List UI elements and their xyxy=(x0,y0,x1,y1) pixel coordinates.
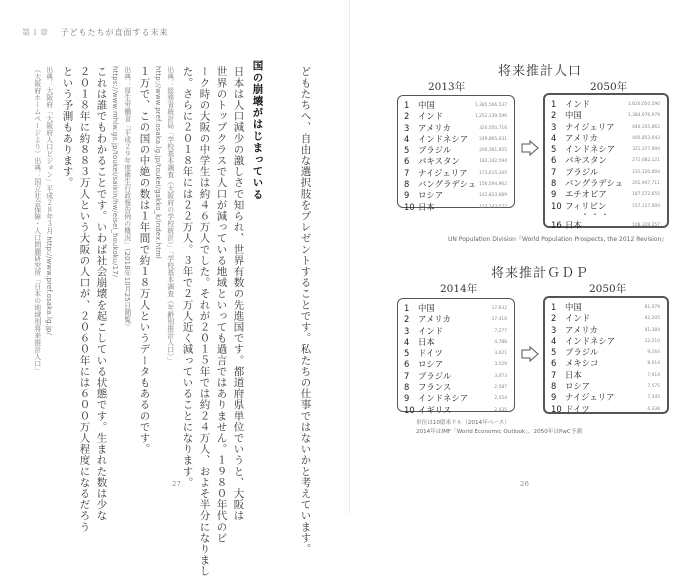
ranking-value: 201,947,711 xyxy=(632,181,660,187)
country-name: インド xyxy=(565,99,591,109)
ranking-value: 108,329,357 xyxy=(632,222,660,228)
rank-number: 3 xyxy=(551,121,557,132)
chapter-title: 子どもたちが直面する未来 xyxy=(60,28,169,37)
ranking-value: 3,621 xyxy=(494,351,507,357)
rank-number: 3 xyxy=(404,325,410,336)
country-name: ドイツ xyxy=(418,348,443,359)
ranking-value: 9,164 xyxy=(647,350,660,356)
ranking-row xyxy=(551,167,662,178)
country-name: ナイジェリア xyxy=(418,167,468,178)
country-name: ロシア xyxy=(418,359,444,370)
rank-number: 1 xyxy=(551,302,557,312)
country-name: 日本 xyxy=(418,336,435,347)
rank-number: 1 xyxy=(551,99,557,109)
rank-number: 9 xyxy=(404,393,410,404)
ranking-value: 42,205 xyxy=(644,316,660,322)
rank-number: 10 xyxy=(404,201,415,212)
ranking-row xyxy=(551,336,662,347)
rank-number: 2 xyxy=(404,314,410,325)
country-name: インドネシア xyxy=(565,144,616,155)
body-text-line: た。さらに２０１８年には２２万人。３年で２万人近く減っていることになります。 xyxy=(181,66,194,488)
country-name: エチオピア xyxy=(565,189,607,200)
rank-number: 6 xyxy=(551,358,557,369)
ranking-value: 2,435 xyxy=(494,407,507,413)
ranking-value: 3,073 xyxy=(494,373,507,379)
ranking-value: 249,865,631 xyxy=(479,136,507,142)
country-name: フィリピン xyxy=(565,200,607,211)
ranking-row xyxy=(551,189,662,200)
rank-number: 16 xyxy=(551,219,562,230)
rank-number: 7 xyxy=(551,369,557,380)
rank-number: 2 xyxy=(551,313,557,324)
section-heading: 国の崩壊がはじまっている xyxy=(251,60,264,201)
ranking-row xyxy=(404,145,509,156)
country-name: 中国 xyxy=(565,110,582,121)
body-text-line: ２０１８年に約８８３万人という大阪の人口が、２０６０年には６００万人程度になるだろう xyxy=(78,66,91,533)
rank-number: 1 xyxy=(404,100,410,110)
country-name: インド xyxy=(565,313,591,324)
footnote-line: （大阪府ホームページより）出典：国立社会保障・人口問題研究所「日本の地域別将来推計人口」 xyxy=(32,66,41,374)
gdp-unit-note: 単位は10億米ドル（2014年ベース） xyxy=(416,420,510,426)
rank-number: 4 xyxy=(404,133,410,144)
ranking-row xyxy=(404,134,509,145)
body-text-line: １万で、この国の中絶の数は１年間で約１８万人というデータもあるのです。 xyxy=(138,66,151,455)
gdp-2014-table xyxy=(397,298,515,415)
country-name: インドネシア xyxy=(418,133,469,144)
ranking-row xyxy=(404,326,509,337)
ranking-row xyxy=(404,393,509,404)
ranking-row xyxy=(404,371,509,382)
ranking-row xyxy=(404,348,509,359)
rank-number: 5 xyxy=(551,347,557,358)
country-name: パキスタン xyxy=(565,155,607,166)
ranking-value: 2,554 xyxy=(494,396,507,402)
ranking-value: 17,632 xyxy=(491,306,507,311)
rank-number: 3 xyxy=(404,122,410,133)
country-name: アメリカ xyxy=(418,314,451,325)
right-page-number: 26 xyxy=(520,480,529,488)
rank-number: 5 xyxy=(404,348,410,359)
country-name: ドイツ xyxy=(565,403,590,414)
arrow-right-icon xyxy=(521,346,539,362)
ranking-value: 17,416 xyxy=(491,317,507,323)
ranking-row xyxy=(551,392,662,403)
ranking-value: 157,117,000 xyxy=(632,203,660,209)
ranking-value: 12,210 xyxy=(644,338,660,344)
population-2050-table xyxy=(543,93,669,228)
ranking-row xyxy=(551,178,662,189)
country-name: 日本 xyxy=(565,369,582,380)
ranking-value: 321,377,000 xyxy=(632,147,660,153)
rank-number: 4 xyxy=(404,336,410,347)
footnote-line: 出典：総務省統計局「学校基本調査（大阪府の学校統計）」「学校基本調査（年齢別推計人口）」 xyxy=(165,66,174,364)
body-text-line: 世界のトップクラスで人口が減っている地域といっても過言ではありません。１９８０年代のピ xyxy=(215,66,228,544)
country-name: バングラデシュ xyxy=(418,179,477,190)
rank-number: 6 xyxy=(551,155,557,166)
country-name: ブラジル xyxy=(418,370,452,381)
ranking-row xyxy=(404,303,509,314)
footnote-line: https://www.mhlw.go.jp/toukei/saikin/hw/eisei_houkoku/17/ xyxy=(110,66,119,278)
ranking-value: 7,914 xyxy=(647,372,660,378)
population-2013-table xyxy=(397,95,515,212)
ranking-value: 187,572,655 xyxy=(632,192,660,198)
country-name: ナイジェリア xyxy=(565,392,615,403)
country-name: ロシア xyxy=(565,381,591,392)
population-right-year: 2050年 xyxy=(590,81,628,93)
ranking-value: 61,079 xyxy=(644,305,660,310)
country-name: ブラジル xyxy=(565,347,599,358)
ranking-row xyxy=(551,122,662,133)
rank-number: 9 xyxy=(551,189,557,200)
rank-number: 2 xyxy=(551,110,557,121)
ranking-row xyxy=(551,313,662,324)
ranking-row xyxy=(551,358,662,369)
country-name: アメリカ xyxy=(565,132,598,143)
ranking-value: 156,594,962 xyxy=(479,182,507,188)
ranking-value: 1,385,566,537 xyxy=(474,103,507,108)
ranking-row xyxy=(404,359,509,370)
ranking-value: 2,587 xyxy=(494,385,507,391)
ranking-row xyxy=(551,325,662,336)
ranking-row xyxy=(551,133,662,144)
population-figure-title: 将来推計人口 xyxy=(497,64,582,79)
rank-number: 7 xyxy=(404,370,410,381)
ranking-row xyxy=(551,347,662,358)
country-name: インド xyxy=(418,111,444,122)
ranking-row xyxy=(404,179,509,190)
running-header xyxy=(22,27,169,38)
ranking-row xyxy=(404,190,509,201)
rank-number: 4 xyxy=(551,132,557,143)
country-name: フランス xyxy=(418,382,452,393)
country-name: イギリス xyxy=(418,404,452,415)
ranking-value: 173,615,345 xyxy=(479,170,507,176)
gdp-2050-table xyxy=(543,296,669,414)
rank-number: 5 xyxy=(551,144,557,155)
country-name: メキシコ xyxy=(565,358,599,369)
rank-number: 10 xyxy=(404,404,415,415)
page-gutter xyxy=(349,0,350,514)
ranking-row xyxy=(551,220,662,231)
ranking-value: 7,345 xyxy=(647,395,660,401)
ranking-row xyxy=(551,110,662,121)
ranking-row xyxy=(551,155,662,166)
rank-number: 2 xyxy=(404,111,410,122)
gdp-source-note: 2014年はIMF「World Economic Outlook」、2050年はPwC予測 xyxy=(416,429,583,435)
gdp-right-year: 2050年 xyxy=(589,283,627,295)
chapter-number: 第１章 xyxy=(22,28,49,37)
country-name: インドネシア xyxy=(565,335,616,346)
ranking-value: 400,853,042 xyxy=(632,135,660,141)
ellipsis-marker: ・・・ xyxy=(581,209,611,219)
ranking-row xyxy=(404,337,509,348)
country-name: アメリカ xyxy=(565,324,598,335)
ranking-row xyxy=(404,168,509,179)
ranking-value: 8,014 xyxy=(647,361,660,367)
rank-number: 8 xyxy=(551,178,557,189)
body-text-line: ーク時の大阪の中学生は約４６万人でした。それが２０１５年では約２４万人、およそ半分になりまし xyxy=(198,66,211,577)
ranking-value: 142,833,689 xyxy=(479,193,507,199)
ranking-value: 41,384 xyxy=(644,327,660,333)
footnote-line: 出典：大阪府「大阪府人口ビジョン」平成２８年３月 http://www.pref.osaka.lg.jp/ xyxy=(44,66,53,336)
ranking-row xyxy=(551,144,662,155)
rank-number: 10 xyxy=(551,403,562,414)
ranking-value: 200,361,925 xyxy=(479,148,507,154)
ranking-value: 7,575 xyxy=(647,384,660,390)
rank-number: 6 xyxy=(404,359,410,370)
ranking-row xyxy=(551,404,662,415)
country-name: 日本 xyxy=(565,219,582,230)
ranking-row xyxy=(551,370,662,381)
gdp-left-year: 2014年 xyxy=(440,283,478,295)
ranking-value: 271,082,121 xyxy=(632,158,660,164)
ranking-row xyxy=(551,302,662,313)
ranking-value: 3,559 xyxy=(494,362,507,368)
country-name: 中国 xyxy=(418,303,435,313)
country-name: インド xyxy=(418,325,444,336)
ranking-row xyxy=(404,100,509,111)
population-source: UN Population Division『World Population Prospects, the 2012 Revision』 xyxy=(448,236,668,243)
ranking-value: 4,788 xyxy=(494,339,507,345)
ranking-row xyxy=(551,381,662,392)
ranking-value: 1,620,050,590 xyxy=(627,102,660,107)
rank-number: 8 xyxy=(404,179,410,190)
ranking-value: 1,384,976,976 xyxy=(627,113,660,119)
ranking-row xyxy=(404,156,509,167)
country-name: ナイジェリア xyxy=(565,121,615,132)
ranking-row xyxy=(551,99,662,110)
ranking-row xyxy=(404,111,509,122)
rank-number: 7 xyxy=(404,167,410,178)
rank-number: 5 xyxy=(404,145,410,156)
ranking-value: 1,252,139,596 xyxy=(474,114,507,120)
rank-number: 3 xyxy=(551,324,557,335)
left-page-number: 27 xyxy=(172,480,181,488)
ranking-value: 182,142,594 xyxy=(479,159,507,165)
ranking-row xyxy=(404,314,509,325)
rank-number: 8 xyxy=(551,381,557,392)
footnote-line: http://www.pref.osaka.lg.jp/toukei/gakko_k/index.html xyxy=(153,66,162,260)
rank-number: 9 xyxy=(404,190,410,201)
gdp-figure-title: 将来推計ＧＤＰ xyxy=(490,266,589,281)
ranking-value: 7,277 xyxy=(494,328,507,334)
ranking-value: 6,338 xyxy=(647,406,660,412)
country-name: ブラジル xyxy=(418,145,452,156)
ranking-value: 231,120,004 xyxy=(632,169,660,175)
country-name: 中国 xyxy=(565,302,582,312)
country-name: アメリカ xyxy=(418,122,451,133)
rank-number: 4 xyxy=(551,335,557,346)
body-text-line: どもたちへ、自由な選択肢をプレゼントすることです。私たちの仕事ではないかと考えています。 xyxy=(299,66,312,555)
ranking-value: 320,050,716 xyxy=(479,125,507,131)
country-name: 日本 xyxy=(418,201,435,212)
population-left-year: 2013年 xyxy=(428,81,466,93)
country-name: ロシア xyxy=(418,190,444,201)
footnote-line: 出典：厚生労働省「平成２９年度衛生行政報告例の概況」（2018年10月25日閲覧） xyxy=(122,66,131,330)
ranking-value: 440,355,862 xyxy=(632,124,660,130)
ranking-value: 127,143,577 xyxy=(479,204,507,210)
body-text-line: これは誰でもわかることです。いわば社会崩壊を起こしている状態です。生まれた数は少な xyxy=(95,66,108,522)
rank-number: 1 xyxy=(404,303,410,313)
ranking-row xyxy=(404,382,509,393)
rank-number: 7 xyxy=(551,166,557,177)
country-name: パキスタン xyxy=(418,156,460,167)
country-name: バングラデシュ xyxy=(565,178,624,189)
ranking-row xyxy=(404,202,509,213)
body-text-line: という予測もあります。 xyxy=(61,66,74,189)
country-name: ブラジル xyxy=(565,166,599,177)
rank-number: 8 xyxy=(404,382,410,393)
rank-number: 10 xyxy=(551,200,562,211)
country-name: 中国 xyxy=(418,100,435,110)
country-name: インドネシア xyxy=(418,393,469,404)
rank-number: 9 xyxy=(551,392,557,403)
ranking-row xyxy=(404,405,509,416)
rank-number: 6 xyxy=(404,156,410,167)
ranking-row xyxy=(404,123,509,134)
body-text-line: 日本は人口減少の激しさで知られ、世界有数の先進国です。都道府県単位でいうと、大阪は xyxy=(232,66,245,522)
arrow-right-icon xyxy=(521,140,539,156)
